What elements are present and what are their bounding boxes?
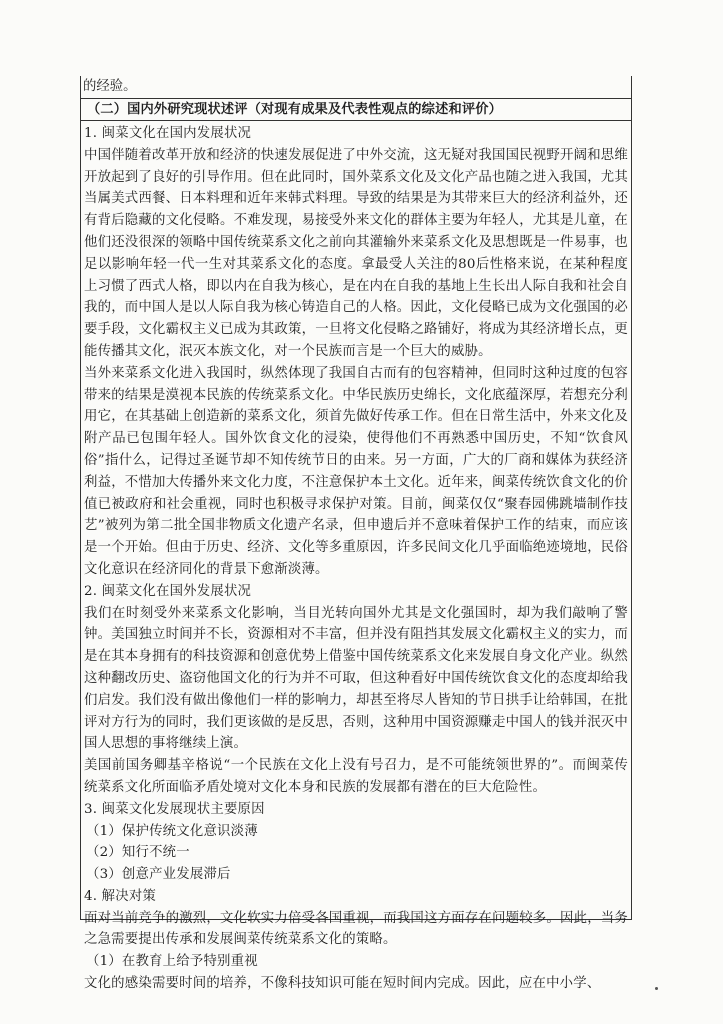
document-table bbox=[80, 76, 632, 992]
list-item: （1）在教育上给予特别重视 bbox=[86, 954, 258, 970]
body-paragraph: 文化的感染需要时间的培养，不像科技知识可能在短时间内完成。因此，应在中小学、 bbox=[84, 976, 601, 992]
body-paragraph: 面对当前竞争的激烈，文化软实力倍受各国重视，而我国这方面存在问题较多。因此，当务之急需要提出传承和发展闽菜传统菜系文化的策略。 bbox=[84, 910, 628, 948]
body-paragraph: 我们在时刻受外来菜系文化影响，当目光转向国外尤其是文化强国时，却为我们敲响了警钟。美国独立时间并不长，资源相对不丰富，但并没有阻挡其发展文化霸权主义的实力，而是在其本身拥有的科技资源和创意优势上借鉴中国传统菜系文化来发展自身文化产业。纵然这种翻改历史、盗窃他国文化的行为并不可取，但这种看好中国传统饮食文化的态度却给我们启发。我们没有做出像他们一样的影响力，却甚至将尽人皆知的节日拱手让给韩国，在批评对方行为的同时，我们更该做的是反思，否则，这种用中国资源赚走中国人的钱并泯灭中国人思想的事将继续上演。 bbox=[84, 605, 628, 752]
subsection-heading: 2. 闽菜文化在国外发展状况 bbox=[84, 583, 252, 599]
body-paragraph: 当外来菜系文化进入我国时，纵然体现了我国自古而有的包容精神，但同时这种过度的包容带来的结果是漠视本民族的传统菜系文化。中华民族历史绵长，文化底蕴深厚，若想充分利用它，在其基础上创造新的菜系文化，须首先做好传承工作。但在日常生活中，外来文化及附产品已包围年轻人。国外饮食文化的浸染，使得他们不再熟悉中国历史，不知“饮食风俗”指什么，记得过圣诞节却不知传统节日的由来。另一方面，广大的厂商和媒体为获经济利益，不惜加大传播外来文化力度，不注意保护本土文化。近年来，闽菜传统饮食文化的价值已被政府和社会重视，同时也积极寻求保护对策。目前，闽菜仅仅“聚春园佛跳墙制作技艺”被列为第二批全国非物质文化遗产名录，但申遗后并不意味着保护工作的结束，而应该是一个开始。但由于历史、经济、文化等多重原因，许多民间文化几乎面临绝迹境地，民俗文化意识在经济同化的背景下愈渐淡薄。 bbox=[84, 365, 628, 577]
body-paragraph: 中国伴随着改革开放和经济的快速发展促进了中外交流，这无疑对我国国民视野开阔和思维开放起到了良好的引导作用。但在此同时，国外菜系文化及文化产品也随之进入我国，尤其当属美式西餐、日本料理和近年来韩式料理。导致的结果是为其带来巨大的经济利益外，还有背后隐藏的文化侵略。不难发现，易接受外来文化的群体主要为年轻人，尤其是儿童，在他们还没很深的领略中国传统菜系文化之前向其灌输外来菜系文化及思想既是一件易事，也足以影响年轻一代一生对其菜系文化的态度。拿最受人关注的80后性格来说，在某种程度上习惯了西式人格，即以内在自我为核心，是在内在自我的基地上生长出人际自我和社会自我的，而中国人是以人际自我为核心铸造自己的人格。因此，文化侵略已成为文化强国的必要手段，文化霸权主义已成为其政策，一旦将文化侵略之路铺好，将成为其经济增长点，更能传播其文化，泯灭本族文化，对一个民族而言是一个巨大的威胁。 bbox=[84, 147, 628, 359]
body-paragraph: 美国前国务卿基辛格说“一个民族在文化上没有号召力，是不可能统领世界的”。而闽菜传统菜系文化所面临矛盾处境对文化本身和民族的发展都有潜在的巨大危险性。 bbox=[84, 758, 628, 795]
section-body bbox=[81, 121, 631, 995]
list-item: （1）保护传统文化意识淡薄 bbox=[86, 823, 258, 839]
subsection-heading: 1. 闽菜文化在国内发展状况 bbox=[84, 126, 252, 141]
scan-speck bbox=[655, 987, 658, 990]
previous-section-tail: 的经验。 bbox=[81, 76, 631, 99]
subsection-heading: 4. 解决对策 bbox=[84, 888, 156, 904]
list-item: （2）知行不统一 bbox=[86, 845, 190, 861]
section-heading: （二）国内外研究现状述评（对现有成果及代表性观点的综述和评价） bbox=[81, 99, 631, 121]
list-item: （3）创意产业发展滞后 bbox=[86, 867, 231, 883]
subsection-heading: 3. 闽菜文化发展现状主要原因 bbox=[84, 801, 265, 817]
